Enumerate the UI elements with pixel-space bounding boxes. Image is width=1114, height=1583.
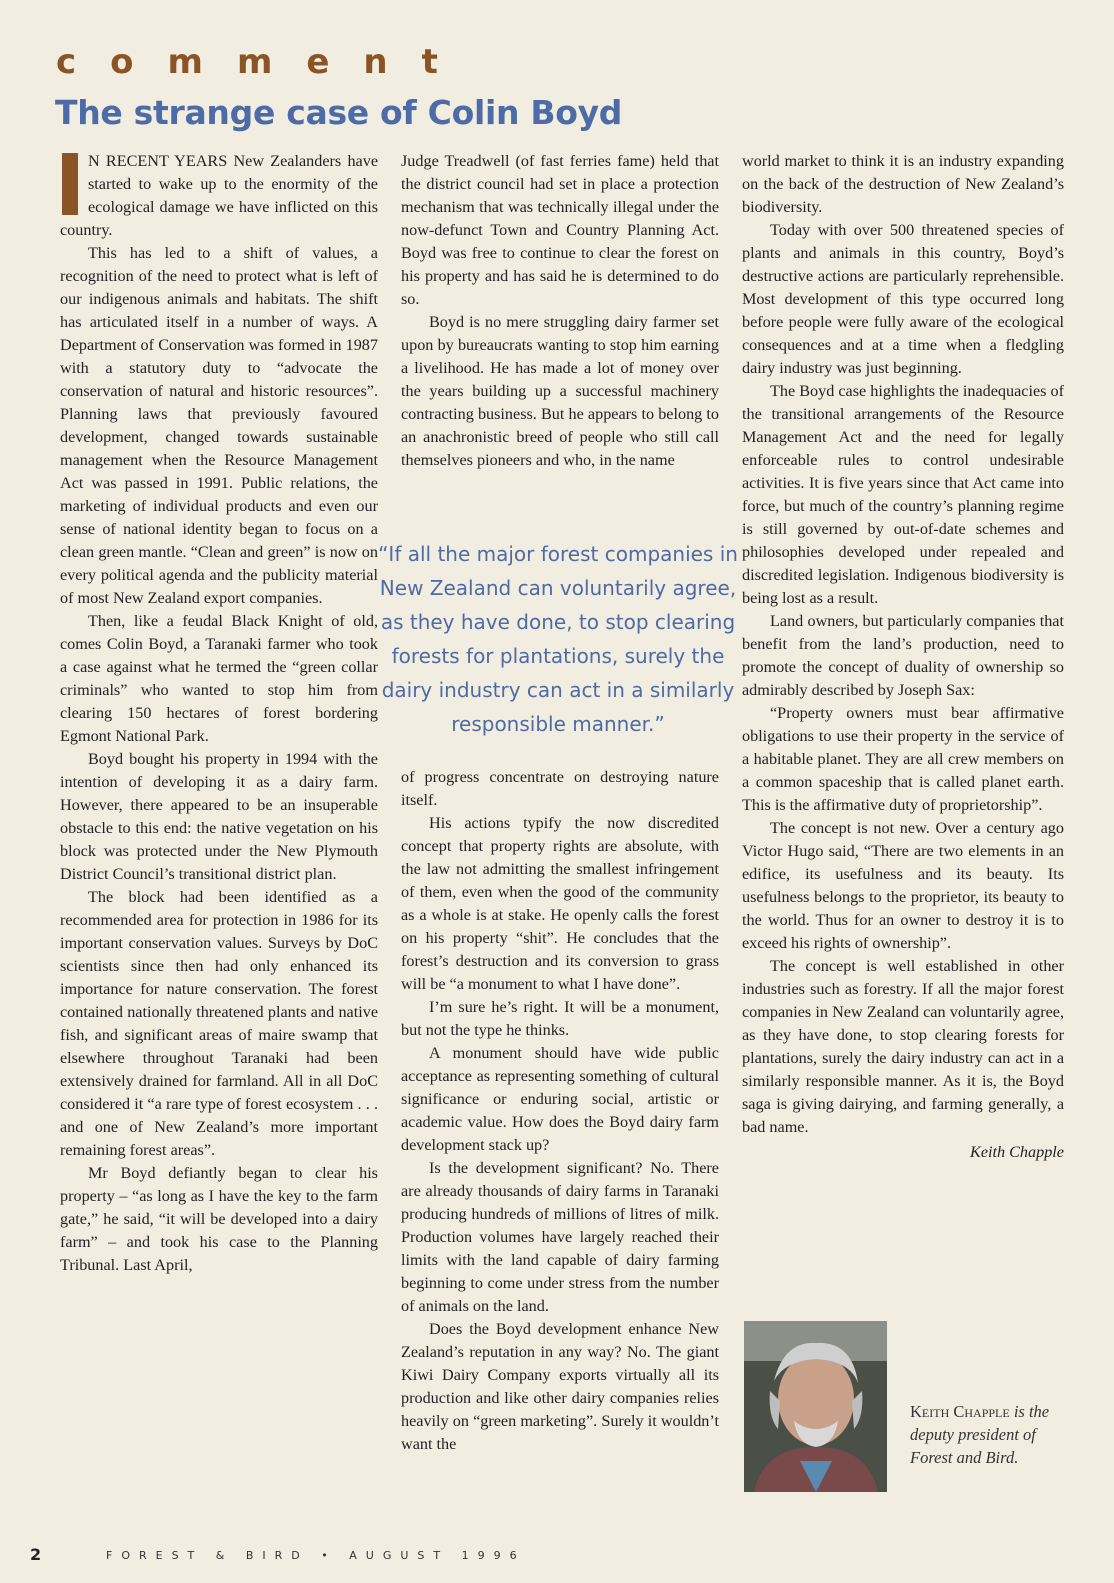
caption-author-name: Keith Chapple bbox=[910, 1402, 1010, 1421]
page-number: 2 bbox=[30, 1545, 42, 1564]
article-paragraph: The concept is not new. Over a century ago Victor Hugo said, “There are two elements in an edifice, its usefulness and its beauty. Its usefulness belongs to the proprietor, its beauty to the world. Thus for an owner to destroy it is to exceed his rights of ownership”. bbox=[742, 819, 1064, 952]
article-paragraph: Judge Treadwell (of fast ferries fame) held that the district council had set in place a protection mechanism that was technically illegal under the now-defunct Town and Country Planning Act. Boyd was free to continue to clear the forest on his property and has said he is determined to do so. bbox=[401, 152, 719, 308]
footer-publication: FOREST & BIRD • AUGUST 1996 bbox=[106, 1549, 526, 1562]
article-paragraph: A monument should have wide public acceptance as representing something of cultural significance or enduring social, artistic or academic value. How does the Boyd dairy farm development stack up? bbox=[401, 1044, 719, 1154]
article-paragraph: “Property owners must bear affirmative obligations to use their property in the service of a habitable planet. They are all crew members on a common spaceship that is called planet earth. This is the affirmative duty of proprietorship”. bbox=[742, 704, 1064, 814]
article-paragraph: of progress concentrate on destroying nature itself. bbox=[401, 768, 719, 809]
author-caption bbox=[910, 1400, 1070, 1469]
article-paragraph: The block had been identified as a recommended area for protection in 1986 for its important conservation values. Surveys by DoC scientists since then had only enhanced its importance for nature conservation. The forest contained nationally threatened plants and native fish, and significant areas of maire swamp that elsewhere throughout Taranaki had been extensively drained for farmland. All in all DoC considered it “a rare type of forest ecosystem . . . and one of New Zealand’s more important remaining forest areas”. bbox=[60, 888, 378, 1159]
author-signature: Keith Chapple bbox=[970, 1143, 1064, 1161]
pull-quote: “If all the major forest companies in New Zealand can voluntarily agree, as they have done, to stop clearing forests for plantations, surely the dairy industry can act in a similarly responsible manner.” bbox=[378, 542, 738, 736]
article-column-2-top bbox=[401, 150, 719, 472]
article-column-2-bottom bbox=[401, 766, 719, 1456]
article-column-1 bbox=[60, 150, 378, 1277]
article-paragraph: This has led to a shift of values, a recognition of the need to protect what is left of our indigenous animals and habitats. The shift has articulated itself in a number of ways. A Department of Conservation was formed in 1987 with a statutory duty to “advocate the conservation of natural and historic resources”. Planning laws that previously favoured development, changed towards sustainable management when the Resource Management Act was passed in 1991. Public relations, the marketing of individual products and even our sense of national identity began to focus on a clean green mantle. “Clean and green” is now on every political agenda and the publicity material of most New Zealand export companies. bbox=[60, 244, 378, 607]
article-paragraph: Today with over 500 threatened species of plants and animals in this country, Boyd’s destructive actions are particularly reprehensible. Most development of this type occurred long before people were fully aware of the ecological consequences and at a time when a fledgling dairy industry was just beginning. bbox=[742, 221, 1064, 377]
article-paragraph: N RECENT YEARS New Zealanders have started to wake up to the enormity of the ecological damage we have inflicted on this country. bbox=[60, 152, 378, 239]
article-paragraph: The Boyd case highlights the inadequacies of the transitional arrangements of the Resource Management Act and the need for legally enforceable rules to control undesirable activities. It is five years since that Act came into force, but much of the country’s planning regime is still governed by out-of-date schemes and philosophies developed under repealed and discredited legislation. Indigenous biodiversity is being lost as a result. bbox=[742, 382, 1064, 607]
article-paragraph: Land owners, but particularly companies that benefit from the land’s production, need to promote the concept of duality of ownership so admirably described by Joseph Sax: bbox=[742, 612, 1064, 699]
article-paragraph: Is the development significant? No. There are already thousands of dairy farms in Taranaki producing hundreds of millions of litres of milk. Production volumes have largely reached their limits with the land capable of dairy farming beginning to come under stress from the number of animals on the land. bbox=[401, 1159, 719, 1315]
article-paragraph: Mr Boyd defiantly began to clear his property – “as long as I have the key to the farm gate,” he said, “it will be developed into a dairy farm” – and took his case to the Planning Tribunal. Last April, bbox=[60, 1164, 378, 1274]
drop-cap-i bbox=[62, 153, 78, 215]
author-portrait-photo bbox=[744, 1321, 887, 1492]
article-paragraph: Does the Boyd development enhance New Zealand’s reputation in any way? No. The giant Kiwi Dairy Company exports virtually all its production and like other dairy companies relies heavily on “green marketing”. Surely it wouldn’t want the bbox=[401, 1320, 719, 1453]
section-kicker: comment bbox=[56, 42, 472, 82]
article-paragraph: Boyd bought his property in 1994 with the intention of developing it as a dairy farm. However, there appeared to be an insuperable obstacle to this end: the native vegetation on his block was protected under the New Plymouth District Council’s transitional district plan. bbox=[60, 750, 378, 883]
article-paragraph: Boyd is no mere struggling dairy farmer set upon by bureaucrats wanting to stop him earning a livelihood. He has made a lot of money over the years building up a successful machinery contracting business. But he appears to belong to an anachronistic breed of people who still call themselves pioneers and who, in the name bbox=[401, 313, 719, 469]
article-paragraph: His actions typify the now discredited concept that property rights are absolute, with the law not admitting the smallest infringement of them, even when the good of the community as a whole is at stake. He openly calls the forest on his property “shit”. He concludes that the forest’s destruction and its conversion to grass will be “a monument to what I have done”. bbox=[401, 814, 719, 993]
article-column-3 bbox=[742, 150, 1064, 1164]
article-paragraph: Then, like a feudal Black Knight of old, comes Colin Boyd, a Taranaki farmer who took a case against what he termed the “green collar criminals” who wanted to stop him from clearing 150 hectares of forest bordering Egmont National Park. bbox=[60, 612, 378, 745]
article-paragraph: I’m sure he’s right. It will be a monument, but not the type he thinks. bbox=[401, 998, 719, 1039]
portrait-illustration bbox=[744, 1321, 887, 1492]
caption-author-role: is the deputy president of Forest and Bird. bbox=[910, 1402, 1050, 1467]
article-paragraph: world market to think it is an industry expanding on the back of the destruction of New Zealand’s biodiversity. bbox=[742, 152, 1064, 216]
article-paragraph: The concept is well established in other industries such as forestry. If all the major forest companies in New Zealand can voluntarily agree, as they have done, to stop clearing forests for plantations, surely the dairy industry can act in a similarly responsible manner. As it is, the Boyd saga is giving dairying, and farming generally, a bad name. bbox=[742, 957, 1064, 1136]
article-headline: The strange case of Colin Boyd bbox=[55, 93, 623, 132]
